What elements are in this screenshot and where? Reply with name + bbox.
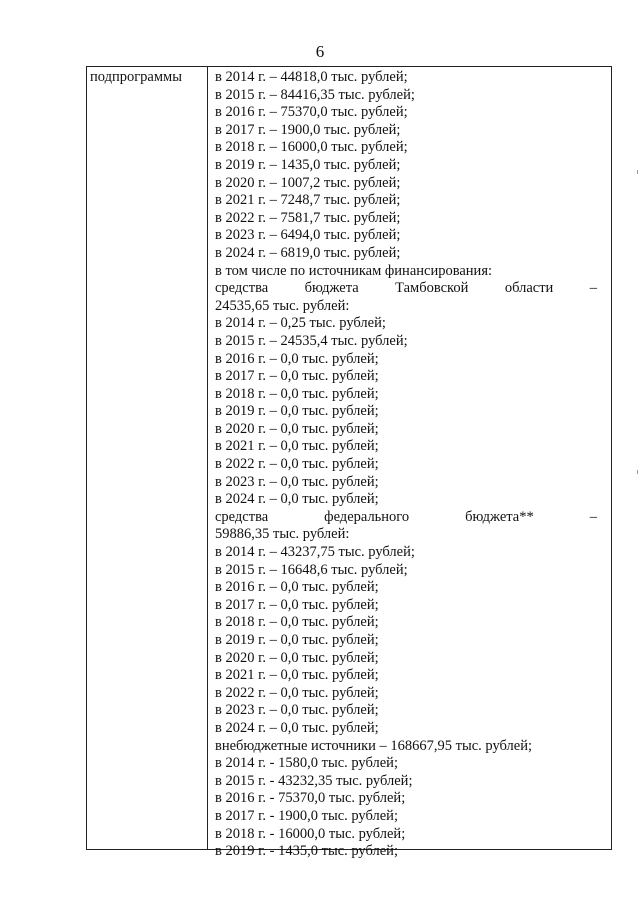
total-line-2017: в 2017 г. – 1900,0 тыс. рублей; xyxy=(215,121,401,138)
total-line-2024: в 2024 г. – 6819,0 тыс. рублей; xyxy=(215,244,401,261)
total-line-2016: в 2016 г. – 75370,0 тыс. рублей; xyxy=(215,104,408,121)
extrabudgetary-section xyxy=(215,738,597,861)
regional-heading-dash: – xyxy=(589,280,597,297)
funding-table xyxy=(86,66,612,860)
scan-edge-mark xyxy=(637,470,638,474)
federal-line-2020: в 2020 г. – 0,0 тыс. рублей; xyxy=(215,649,379,666)
total-funding-list xyxy=(215,69,597,263)
regional-line-2018: в 2018 г. – 0,0 тыс. рублей; xyxy=(215,385,379,402)
federal-heading-word: федерального xyxy=(324,508,410,525)
content-cell xyxy=(215,69,597,861)
regional-line-2024: в 2024 г. – 0,0 тыс. рублей; xyxy=(215,491,379,508)
federal-budget-section xyxy=(215,509,597,738)
extrabudgetary-line-2015: в 2015 г. - 43232,35 тыс. рублей; xyxy=(215,772,413,789)
federal-heading-word: бюджета** xyxy=(465,508,534,525)
regional-line-2021: в 2021 г. – 0,0 тыс. рублей; xyxy=(215,438,379,455)
federal-line-2024: в 2024 г. – 0,0 тыс. рублей; xyxy=(215,719,379,736)
extrabudgetary-line-2018: в 2018 г. - 16000,0 тыс. рублей; xyxy=(215,825,406,842)
regional-line-2017: в 2017 г. – 0,0 тыс. рублей; xyxy=(215,368,379,385)
total-line-2021: в 2021 г. – 7248,7 тыс. рублей; xyxy=(215,192,401,209)
regional-line-2022: в 2022 г. – 0,0 тыс. рублей; xyxy=(215,456,379,473)
federal-amount: 59886,35 тыс. рублей: xyxy=(215,526,350,543)
regional-line-2023: в 2023 г. – 0,0 тыс. рублей; xyxy=(215,473,379,490)
total-line-2023: в 2023 г. – 6494,0 тыс. рублей; xyxy=(215,227,401,244)
federal-heading xyxy=(215,509,597,527)
regional-heading xyxy=(215,280,597,298)
regional-line-2020: в 2020 г. – 0,0 тыс. рублей; xyxy=(215,420,379,437)
federal-heading-word: средства xyxy=(215,508,269,525)
federal-line-2018: в 2018 г. – 0,0 тыс. рублей; xyxy=(215,614,379,631)
total-line-2018: в 2018 г. – 16000,0 тыс. рублей; xyxy=(215,139,408,156)
federal-line-2016: в 2016 г. – 0,0 тыс. рублей; xyxy=(215,579,379,596)
federal-line-2014: в 2014 г. – 43237,75 тыс. рублей; xyxy=(215,544,415,561)
scan-edge-mark xyxy=(637,170,638,174)
federal-line-2023: в 2023 г. – 0,0 тыс. рублей; xyxy=(215,702,379,719)
column-divider xyxy=(207,67,208,849)
extrabudgetary-heading: внебюджетные источники – 168667,95 тыс. рублей; xyxy=(215,737,532,754)
label-cell: подпрограммы xyxy=(90,69,182,85)
extrabudgetary-line-2016: в 2016 г. - 75370,0 тыс. рублей; xyxy=(215,790,406,807)
extrabudgetary-line-2019: в 2019 г. - 1435,0 тыс. рублей; xyxy=(215,843,398,860)
sources-intro: в том числе по источникам финансирования: xyxy=(215,262,493,279)
extrabudgetary-line-2017: в 2017 г. - 1900,0 тыс. рублей; xyxy=(215,807,398,824)
federal-line-2022: в 2022 г. – 0,0 тыс. рублей; xyxy=(215,684,379,701)
regional-heading-word: области xyxy=(504,280,554,297)
regional-line-2015: в 2015 г. – 24535,4 тыс. рублей; xyxy=(215,332,408,349)
regional-amount: 24535,65 тыс. рублей: xyxy=(215,297,350,314)
federal-heading-dash: – xyxy=(589,508,597,525)
federal-line-2021: в 2021 г. – 0,0 тыс. рублей; xyxy=(215,667,379,684)
total-line-2019: в 2019 г. – 1435,0 тыс. рублей; xyxy=(215,156,401,173)
regional-budget-section xyxy=(215,280,597,509)
regional-line-2016: в 2016 г. – 0,0 тыс. рублей; xyxy=(215,350,379,367)
extrabudgetary-line-2014: в 2014 г. - 1580,0 тыс. рублей; xyxy=(215,755,398,772)
total-line-2015: в 2015 г. – 84416,35 тыс. рублей; xyxy=(215,86,415,103)
federal-line-2015: в 2015 г. – 16648,6 тыс. рублей; xyxy=(215,561,408,578)
federal-line-2019: в 2019 г. – 0,0 тыс. рублей; xyxy=(215,632,379,648)
regional-line-2014: в 2014 г. – 0,25 тыс. рублей; xyxy=(215,315,386,332)
total-line-2022: в 2022 г. – 7581,7 тыс. рублей; xyxy=(215,209,401,226)
regional-heading-word: бюджета xyxy=(304,280,359,297)
regional-heading-word: средства xyxy=(215,280,269,297)
regional-heading-word: Тамбовской xyxy=(395,280,469,297)
total-line-2020: в 2020 г. – 1007,2 тыс. рублей; xyxy=(215,174,401,191)
regional-line-2019: в 2019 г. – 0,0 тыс. рублей; xyxy=(215,403,379,420)
federal-line-2017: в 2017 г. – 0,0 тыс. рублей; xyxy=(215,596,379,613)
page-number: 6 xyxy=(315,42,325,61)
total-line-2014: в 2014 г. – 44818,0 тыс. рублей; xyxy=(215,69,408,85)
